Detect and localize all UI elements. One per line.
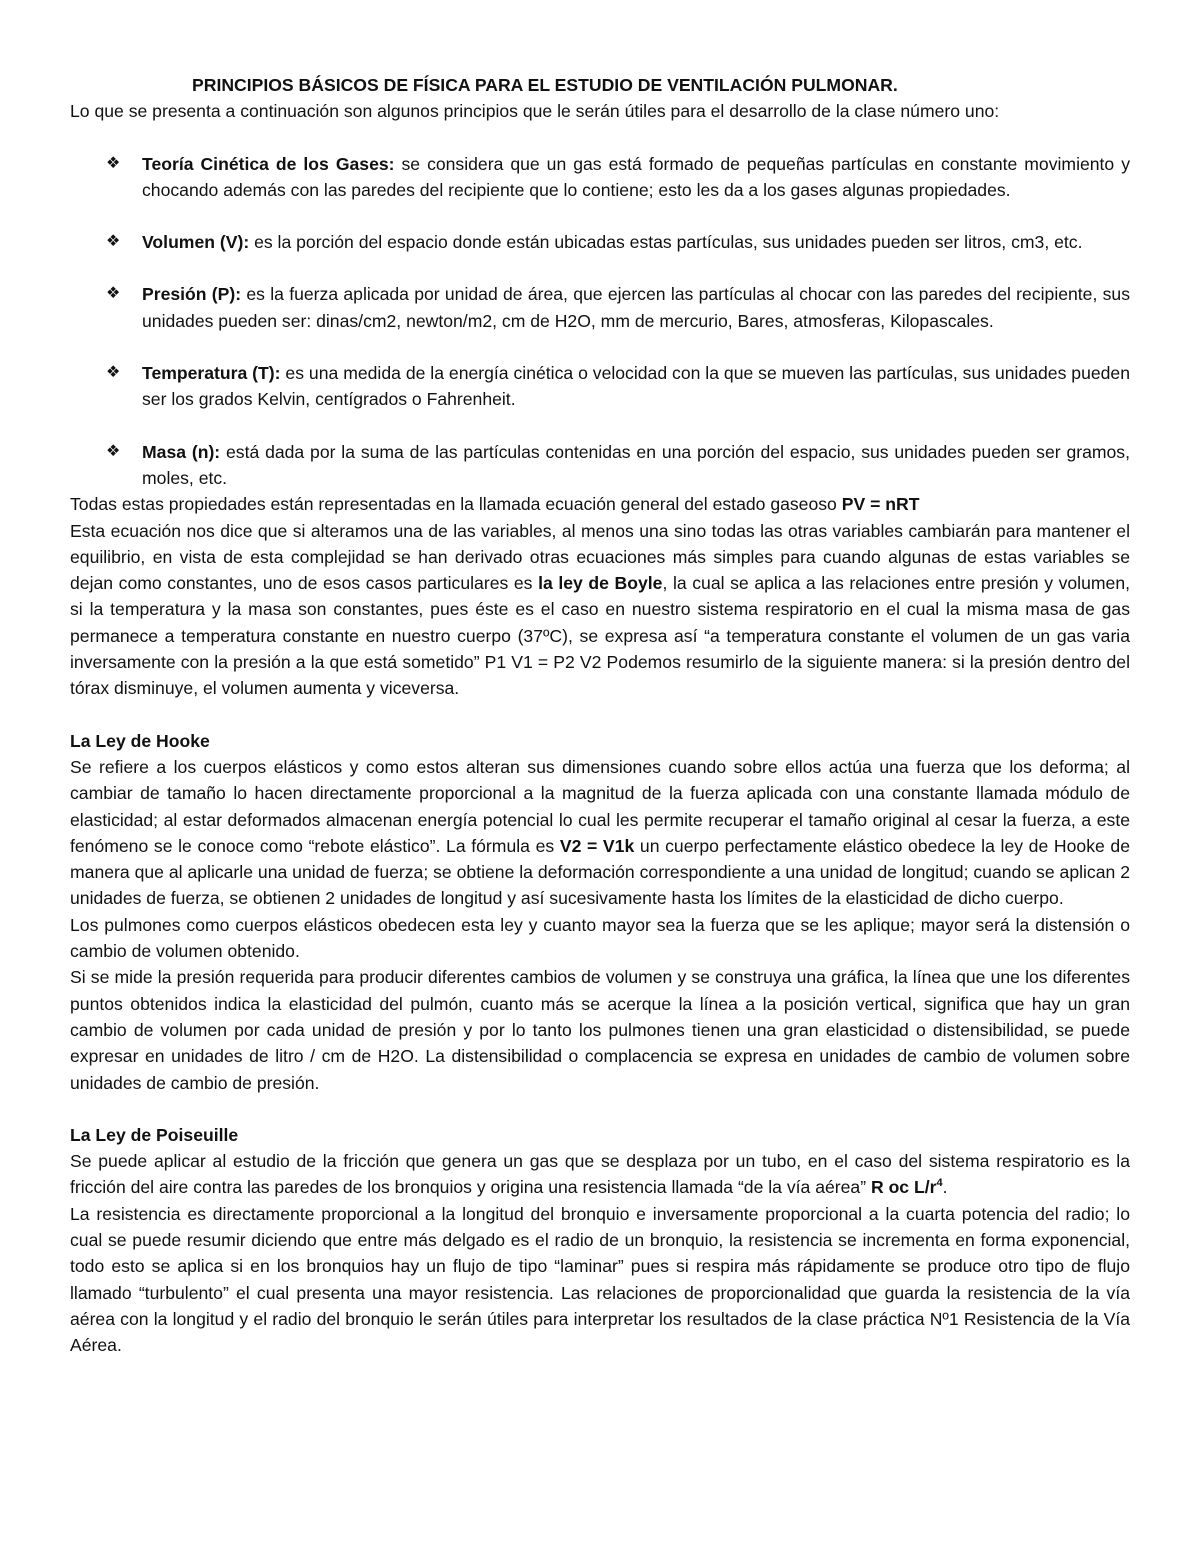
poiseuille-heading: La Ley de Poiseuille [70,1124,239,1145]
intro-paragraph: Lo que se presenta a continuación son algunos principios que le serán útiles para el desarrollo de la clase número uno: [70,101,1000,122]
document-page [70,72,1130,1358]
poiseuille-paragraph-2: La resistencia es directamente proporcional a la longitud del bronquio e inversamente proporcional a la cuarta potencia del radio; lo cual se puede resumir diciendo que entre más delgado es el radio de un bronquio, la resistencia se incrementa en forma exponencial, todo esto se aplica si en los bronquios hay un flujo de tipo “laminar” pues si respira más rápidamente se produce otro tipo de flujo llamado “turbulento” el cual presenta una mayor resistencia. Las relaciones de proporcionalidad que guarda la resistencia de la vía aérea con la longitud y el radio del bronquio le serán útiles para interpretar los resultados de la clase práctica Nº1 Resistencia de la Vía Aérea. [70,1203,1130,1356]
diamond-star-icon: ❖ [106,364,121,382]
list-item [70,281,1130,334]
list-item [70,439,1130,492]
bullet-term: Volumen (V): [142,232,250,253]
bullet-text: es la porción del espacio donde están ubicadas estas partículas, sus unidades pueden ser litros, cm3, etc. [249,232,1083,253]
bullet-text: se considera que un gas está formado de pequeñas partículas en constante movimiento y chocando además con las paredes del recipiente que lo contiene; esto les da a los gases algunas propiedades. [142,153,1131,200]
gas-equation: PV = nRT [841,494,920,515]
bullet-text: es la fuerza aplicada por unidad de área, que ejercen las partículas al chocar con las paredes del recipiente, sus unidades pueden ser: dinas/cm2, newton/m2, cm de H2O, mm de mercurio, Bares, atmosferas, Kilopascales. [142,284,1131,331]
bullet-term: Temperatura (T): [142,363,281,384]
bullet-term: Presión (P): [142,284,242,305]
hooke-paragraph-3: Si se mide la presión requerida para producir diferentes cambios de volumen y se construya una gráfica, la línea que une los diferentes puntos obtenidos indica la elasticidad del pulmón, cuanto más se acerque la línea a la posición vertical, significa que hay un gran cambio de volumen por cada unidad de presión y por lo tanto los pulmones tienen una gran elasticidad o distensibilidad, se puede expresar en unidades de litro / cm de H2O. La distensibilidad o complacencia se expresa en unidades de cambio de volumen sobre unidades de cambio de presión. [70,967,1130,1093]
poiseuille-formula: R oc $L/r^4$ [870,1177,943,1198]
hooke-formula: V2 = V1k [559,835,635,856]
boyle-law-term: la ley de Boyle [538,573,663,594]
equation-paragraph: Todas estas propiedades están representadas en la llamada ecuación general del estado gaseoso PV = nRT [70,494,920,515]
diamond-star-icon: ❖ [106,285,121,303]
bullet-term: Masa (n): [142,441,221,462]
list-item [70,151,1130,204]
boyle-paragraph: Esta ecuación nos dice que si alteramos una de las variables, al menos una sino todas las otras variables cambiarán para mantener el equilibrio, en vista de esta complejidad se han derivado otras ecuaciones más simples para cuando algunas de estas variables se dejan como constantes, uno de esos casos particulares es la ley de Boyle, la cual se aplica a las relaciones entre presión y volumen, si la temperatura y la masa son constantes, pues éste es el caso en nuestro sistema respiratorio en el cual la misma masa de gas permanece a temperatura constante en nuestro cuerpo (37ºC), se expresa así “a temperatura constante el volumen de un gas varia inversamente con la presión a la que está sometido” P1 V1 = P2 V2 Podemos resumirlo de la siguiente manera: si la presión dentro del tórax disminuye, el volumen aumenta y viceversa. [70,520,1130,699]
bullet-text: está dada por la suma de las partículas contenidas en una porción del espacio, sus unidades pueden ser gramos, moles, etc. [142,441,1130,488]
hooke-paragraph-1: Se refiere a los cuerpos elásticos y como estos alteran sus dimensiones cuando sobre ellos actúa una fuerza que los deforma; al cambiar de tamaño lo hacen directamente proporcional a la magnitud de la fuerza aplicada con una constante llamada módulo de elasticidad; al estar deformados almacenan energía potencial lo cual les permite recuperar el tamaño original al cesar la fuerza, a este fenómeno se le conoce como “rebote elástico”. La fórmula es V2 = V1k un cuerpo perfectamente elástico obedece la ley de Hooke de manera que al aplicarle una unidad de fuerza; se obtiene la deformación correspondiente a una unidad de longitud; cuando se aplican 2 unidades de fuerza, se obtienen 2 unidades de longitud y así sucesivamente hasta los límites de la elasticidad de dicho cuerpo. [70,756,1130,909]
properties-list [70,151,1130,492]
document-title: PRINCIPIOS BÁSICOS DE FÍSICA PARA EL ESTUDIO DE VENTILACIÓN PULMONAR. [192,75,898,95]
list-item [70,360,1130,413]
bullet-text: es una medida de la energía cinética o velocidad con la que se mueven las partículas, sus unidades pueden ser los grados Kelvin, centígrados o Fahrenheit. [142,363,1131,410]
hooke-heading: La Ley de Hooke [70,730,210,751]
bullet-term: Teoría Cinética de los Gases: [142,153,395,174]
list-item [70,229,1130,255]
diamond-star-icon: ❖ [106,233,121,251]
diamond-star-icon: ❖ [106,442,121,460]
diamond-star-icon: ❖ [106,154,121,172]
hooke-paragraph-2: Los pulmones como cuerpos elásticos obedecen esta ley y cuanto mayor sea la fuerza que se les aplique; mayor será la distensión o cambio de volumen obtenido. [70,914,1130,962]
poiseuille-paragraph-1: Se puede aplicar al estudio de la fricción que genera un gas que se desplaza por un tubo, en el caso del sistema respiratorio es la fricción del aire contra las paredes de los bronquios y origina una resistencia llamada “de la vía aérea” R oc $L/r^4$. [70,1151,1130,1198]
